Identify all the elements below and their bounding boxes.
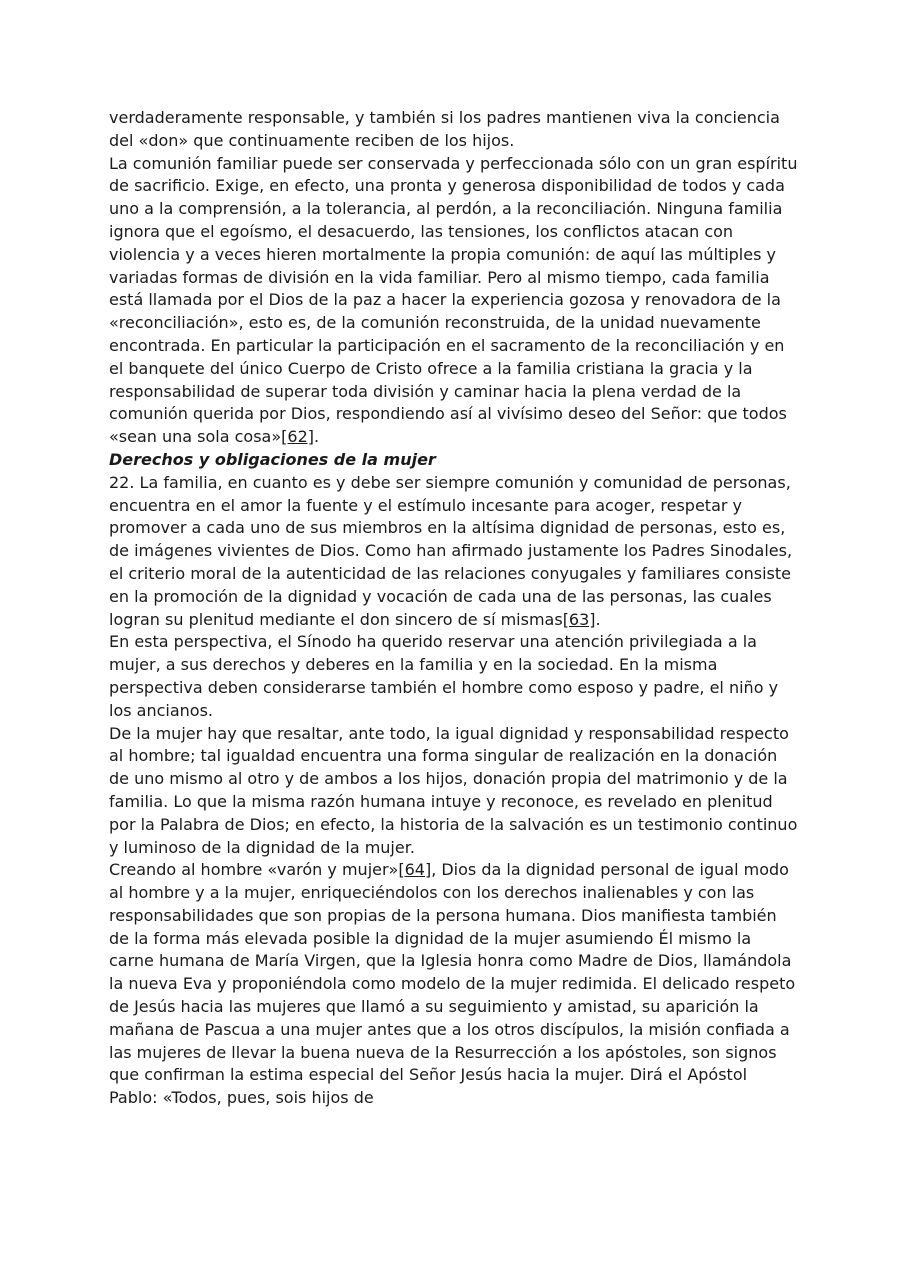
paragraph-equal-dignity	[109, 723, 799, 860]
paragraph-text: De la mujer hay que resaltar, ante todo, la igual dignidad y responsabilidad respecto al hombre; tal igualdad encuentra una forma singular de realización en la donación de uno mismo al otro y de ambos a los hijos, donación propia del matrimonio y de la familia. Lo que la misma razón humana intuye y reconoce, es revelado en plenitud por la Palabra de Dios; en efecto, la historia de la salvación es un testimonio continuo y luminoso de la dignidad de la mujer.	[109, 723, 798, 857]
footnote-link-62[interactable]: [62]	[281, 427, 314, 447]
paragraph-text: verdaderamente responsable, y también si los padres mantienen viva la conciencia del «don» que continuamente reciben de los hijos.	[109, 108, 780, 150]
paragraph-creation	[109, 859, 799, 1110]
paragraph-text: En esta perspectiva, el Sínodo ha querido reservar una atención privilegiada a la mujer, a sus derechos y deberes en la familia y en la sociedad. En la misma perspectiva deben considerarse también el hombre como esposo y padre, el niño y los ancianos.	[109, 632, 779, 720]
paragraph-text: La comunión familiar puede ser conservada y perfeccionada sólo con un gran espíritu de sacrificio. Exige, en efecto, una pronta y generosa disponibilidad de todos y cada uno a la comprensión, a la tolerancia, al perdón, a la reconciliación. Ninguna familia ignora que el egoísmo, el desacuerdo, las tensiones, los conflictos atacan con violencia y a veces hieren mortalmente la propia comunión: de aquí las múltiples y variadas formas de división en la vida familiar. Pero al mismo tiempo, cada familia está llamada por el Dios de la paz a hacer la experiencia gozosa y renovadora de la «reconciliación», esto es, de la comunión reconstruida, de la unidad nuevamente encontrada. En particular la participación en el sacramento de la reconciliación y en el banquete del único Cuerpo de Cristo ofrece a la familia cristiana la gracia y la responsabilidad de superar toda división y caminar hacia la plena verdad de la comunión querida por Dios, respondiendo así al vivísimo deseo del Señor: que todos «sean una sola cosa»	[109, 153, 798, 447]
paragraph-gift-of-children	[109, 107, 799, 153]
paragraph-text: , Dios da la dignidad personal de igual modo al hombre y a la mujer, enriqueciéndolos con los derechos inalienables y con las responsabilidades que son propias de la persona humana. Dios manifiesta también de la forma más elevada posible la dignidad de la mujer asumiendo Él mismo la carne humana de María Virgen, que la Iglesia honra como Madre de Dios, llamándola la nueva Eva y proponiéndola como modelo de la mujer redimida. El delicado respeto de Jesús hacia las mujeres que llamó a su seguimiento y amistad, su aparición la mañana de Pascua a una mujer antes que a los otros discípulos, la misión confiada a las mujeres de llevar la buena nueva de la Resurrección a los apóstoles, son signos que confirman la estima especial del Señor Jesús hacia la mujer. Dirá el Apóstol Pablo: «Todos, pues, sois hijos de	[109, 860, 796, 1108]
paragraph-22	[109, 472, 799, 632]
footnote-link-64[interactable]: [64]	[398, 860, 432, 880]
paragraph-family-communion	[109, 153, 799, 449]
paragraph-synod-perspective	[109, 631, 799, 722]
paragraph-text: Creando al hombre «varón y mujer»	[109, 860, 399, 880]
section-heading	[109, 449, 799, 472]
section-heading-text: Derechos y obligaciones de la mujer	[109, 449, 436, 469]
paragraph-text: .	[595, 609, 601, 629]
footnote-link-63[interactable]: [63]	[562, 609, 596, 629]
paragraph-text: .	[314, 427, 320, 447]
document-page	[109, 107, 799, 1110]
paragraph-text: 22. La familia, en cuanto es y debe ser siempre comunión y comunidad de personas, encuentra en el amor la fuente y el estímulo incesante para acoger, respetar y promover a cada uno de sus miembros en la altísima dignidad de personas, esto es, de imágenes vivientes de Dios. Como han afirmado justamente los Padres Sinodales, el criterio moral de la autenticidad de las relaciones conyugales y familiares consiste en la promoción de la dignidad y vocación de cada una de las personas, las cuales logran su plenitud mediante el don sincero de sí mismas	[109, 472, 793, 629]
